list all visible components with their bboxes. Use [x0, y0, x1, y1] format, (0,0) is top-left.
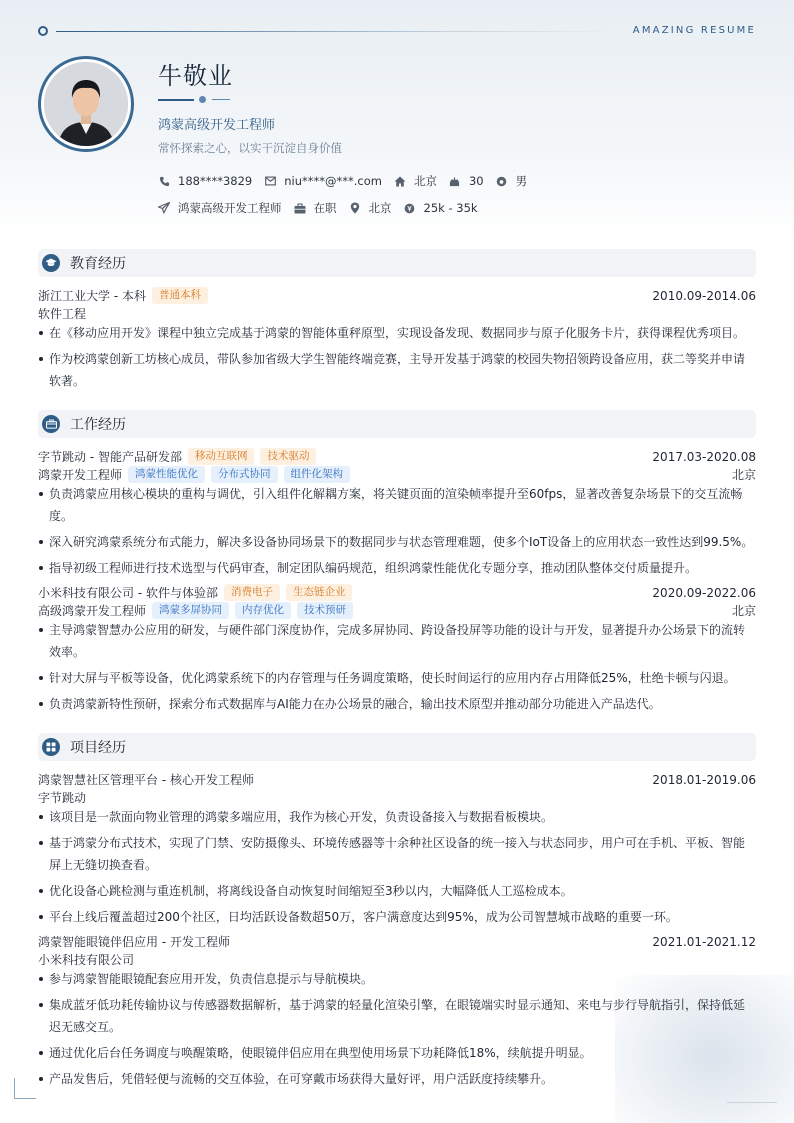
project-header: [38, 771, 756, 788]
target-city: 北京: [368, 201, 392, 215]
company-name: 小米科技有限公司 - 软件与体验部: [38, 586, 218, 600]
section-title: 教育经历: [70, 256, 126, 272]
graduation-icon: [42, 254, 60, 272]
company-tag: 生态链企业: [286, 584, 353, 601]
work-location: 北京: [731, 468, 756, 482]
work-company-row: [38, 584, 756, 601]
corner-ornament: [727, 1102, 777, 1103]
motto: 常怀探索之心，以实干沉淀自身价值: [158, 141, 342, 155]
school-name: 浙江工业大学 - 本科: [38, 289, 146, 303]
project-date: 2021.01-2021.12: [652, 934, 756, 949]
ring-ornament-icon: [38, 26, 48, 36]
education-major-row: [38, 305, 756, 322]
home-icon: [394, 175, 406, 187]
city-item: [394, 173, 437, 189]
list-item: 指导初级工程师进行技术选型与代码审查，制定团队编码规范，组织鸿蒙性能优化专题分享，推动团队整体交付质量提升。: [38, 557, 756, 579]
skill-tag: 技术预研: [297, 602, 353, 619]
work-role-row: [38, 466, 756, 483]
top-divider: [56, 31, 616, 32]
project-org-row: [38, 789, 756, 806]
work-date: 2020.09-2022.06: [652, 585, 756, 600]
list-item: 参与鸿蒙智能眼镜配套应用开发，负责信息提示与导航模块。: [38, 968, 756, 990]
phone-item: [158, 174, 252, 188]
job-title: 鸿蒙高级开发工程师: [158, 118, 276, 133]
candidate-name: 牛敬业: [158, 62, 233, 90]
company-tag: 移动互联网: [188, 448, 255, 465]
target-job: 鸿蒙高级开发工程师: [178, 201, 282, 215]
gender-item: [496, 173, 528, 189]
project-org: 字节跳动: [38, 791, 87, 805]
work-company-row: [38, 448, 756, 465]
avatar-photo: [44, 62, 128, 146]
role-name: 鸿蒙开发工程师: [38, 468, 123, 482]
job-intent-row: [158, 200, 490, 216]
skill-tag: 分布式协同: [211, 466, 278, 483]
list-item: 优化设备心跳检测与重连机制，将离线设备自动恢复时间缩短至3秒以内，大幅降低人工巡检成本。: [38, 880, 756, 902]
status-item: [294, 200, 337, 216]
phone-icon: [158, 175, 170, 187]
education-date: 2010.09-2014.06: [652, 288, 756, 303]
section-title: 项目经历: [70, 740, 126, 756]
money-icon: [404, 202, 416, 214]
section-education: [38, 249, 756, 277]
age-value: 30: [468, 174, 484, 188]
section-work: [38, 410, 756, 438]
major: 软件工程: [38, 307, 87, 321]
list-item: 针对大屏与平板等设备，优化鸿蒙系统下的内存管理与任务调度策略，使长时间运行的应用内存占用降低25%，杜绝卡顿与闪退。: [38, 667, 756, 689]
list-item: 作为校鸿蒙创新工坊核心成员，带队参加省级大学生智能终端竞赛，主导开发基于鸿蒙的校园失物招领跨设备应用，获二等奖并申请软著。: [38, 348, 756, 392]
list-item: 在《移动应用开发》课程中独立完成基于鸿蒙的智能体重秤原型，实现设备发现、数据同步与原子化服务卡片，获得课程优秀项目。: [38, 322, 756, 344]
project-name: 鸿蒙智慧社区管理平台 - 核心开发工程师: [38, 773, 254, 787]
project-header: [38, 933, 756, 950]
list-item: 负责鸿蒙新特性预研，探索分布式数据库与AI能力在办公场景的融合，输出技术原型并推动部分功能进入产品迭代。: [38, 693, 756, 715]
project-date: 2018.01-2019.06: [652, 772, 756, 787]
company-name: 字节跳动 - 智能产品研发部: [38, 450, 182, 464]
send-icon: [158, 202, 170, 214]
gender-icon: [496, 175, 508, 187]
contact-row: [158, 173, 539, 189]
company-tag: 技术驱动: [260, 448, 316, 465]
list-item: 深入研究鸿蒙系统分布式能力，解决多设备协同场景下的数据同步与状态管理难题，使多个IoT设备上的应用状态一致性达到99.5%。: [38, 531, 756, 553]
list-item: 产品发售后，凭借轻便与流畅的交互体验，在可穿戴市场获得大量好评，用户活跃度持续攀升。: [38, 1068, 756, 1090]
salary-item: [404, 201, 478, 215]
corner-ornament: [14, 1078, 36, 1099]
work-role-row: [38, 602, 756, 619]
email-item: [264, 174, 382, 188]
person-silhouette-icon: [44, 62, 128, 146]
list-item: 主导鸿蒙智慧办公应用的研发，与硬件部门深度协作，完成多屏协同、跨设备投屏等功能的设计与开发，显著提升办公场景下的流转效率。: [38, 619, 756, 663]
skill-tag: 组件化架构: [284, 466, 351, 483]
skill-tag: 鸿蒙多屏协同: [152, 602, 229, 619]
email-address: niu****@***.com: [284, 174, 382, 188]
project-icon: [42, 738, 60, 756]
list-item: 平台上线后覆盖超过200个社区，日均活跃设备数超50万，客户满意度达到95%，成为公司智慧城市战略的重要一环。: [38, 906, 756, 928]
mail-icon: [264, 175, 276, 187]
list-item: 该项目是一款面向物业管理的鸿蒙多端应用，我作为核心开发，负责设备接入与数据看板模块。: [38, 806, 756, 828]
list-item: 集成蓝牙低功耗传输协议与传感器数据解析，基于鸿蒙的轻量化渲染引擎，在眼镜端实时显示通知、来电与步行导航指引，保持低延迟无感交互。: [38, 994, 756, 1038]
avatar: [38, 56, 134, 152]
list-item: 负责鸿蒙应用核心模块的重构与调优，引入组件化解耦方案，将关键页面的渲染帧率提升至60fps，显著改善复杂场景下的交互流畅度。: [38, 483, 756, 527]
work-date: 2017.03-2020.08: [652, 449, 756, 464]
school-tag: 普通本科: [152, 287, 208, 304]
cake-icon: [449, 175, 461, 187]
project-name: 鸿蒙智能眼镜伴侣应用 - 开发工程师: [38, 935, 230, 949]
target-job-item: [158, 200, 282, 216]
company-tag: 消费电子: [224, 584, 280, 601]
salary-range: 25k - 35k: [423, 201, 478, 215]
gender-value: 男: [515, 174, 528, 188]
work-icon: [42, 415, 60, 433]
location-icon: [349, 202, 361, 214]
section-title: 工作经历: [70, 417, 126, 433]
skill-tag: 鸿蒙性能优化: [128, 466, 205, 483]
name-underline-ornament: [158, 96, 238, 104]
brand-label: AMAZING RESUME: [632, 25, 756, 36]
role-name: 高级鸿蒙开发工程师: [38, 604, 147, 618]
age-item: [449, 174, 484, 188]
city-value: 北京: [413, 174, 437, 188]
job-status: 在职: [313, 201, 337, 215]
project-org-row: [38, 951, 756, 968]
project-org: 小米科技有限公司: [38, 953, 135, 967]
skill-tag: 内存优化: [235, 602, 291, 619]
section-projects: [38, 733, 756, 761]
list-item: 通过优化后台任务调度与唤醒策略，使眼镜伴侣应用在典型使用场景下功耗降低18%，续航提升明显。: [38, 1042, 756, 1064]
work-location: 北京: [731, 604, 756, 618]
education-header: [38, 287, 756, 304]
phone-number: 188****3829: [178, 174, 253, 188]
target-city-item: [349, 200, 392, 216]
briefcase-icon: [294, 202, 306, 214]
list-item: 基于鸿蒙分布式技术，实现了门禁、安防摄像头、环境传感器等十余种社区设备的统一接入与状态同步，用户可在手机、平板、智能屏上无缝切换查看。: [38, 832, 756, 876]
